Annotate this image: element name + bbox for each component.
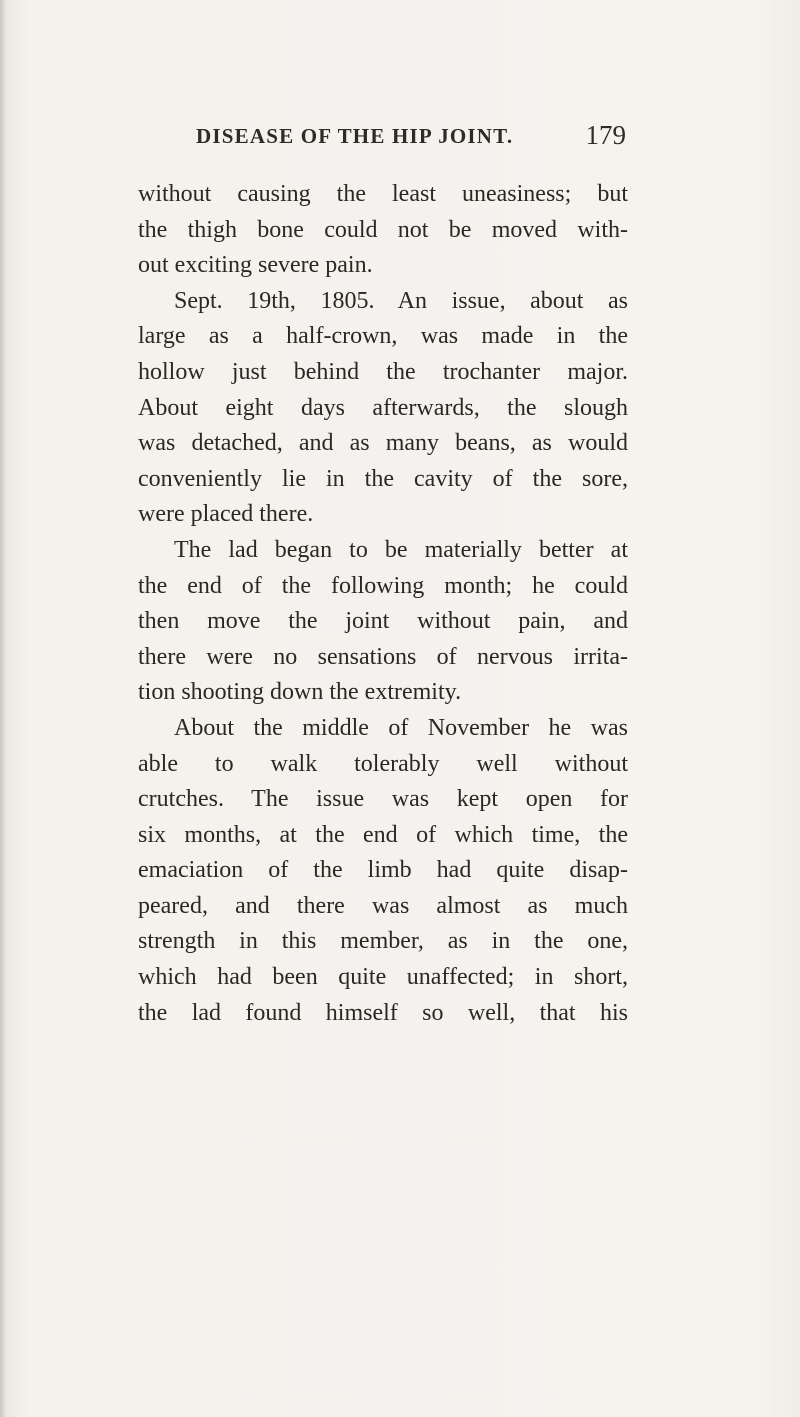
text-line: hollow just behind the trochanter major.: [138, 358, 628, 385]
text-line: About the middle of November he was: [174, 714, 628, 741]
page-number: 179: [585, 120, 626, 150]
text-line: then move the joint without pain, and: [138, 608, 628, 635]
text-line: the lad found himself so well, that his: [138, 999, 628, 1026]
text-line: without causing the least uneasiness; but: [138, 181, 628, 207]
text-line: there were no sensations of nervous irrita-: [138, 643, 628, 670]
text-line: The lad began to be materially better at: [174, 536, 628, 563]
running-head: DISEASE OF THE HIP JOINT.: [196, 124, 514, 148]
page-header: [196, 120, 626, 160]
text-line: strength in this member, as in the one,: [138, 928, 628, 955]
text-line: tion shooting down the extremity.: [138, 679, 462, 706]
text-line: emaciation of the limb had quite disap-: [138, 857, 628, 884]
text-line: which had been quite unaffected; in short,: [138, 964, 628, 991]
text-line: the end of the following month; he could: [138, 572, 628, 599]
text-line: conveniently lie in the cavity of the sore,: [138, 465, 628, 492]
body-text: [138, 177, 628, 1031]
text-line: out exciting severe pain.: [138, 252, 373, 279]
text-line: was detached, and as many beans, as would: [138, 430, 628, 457]
text-line: the thigh bone could not be moved with-: [138, 216, 628, 243]
text-line: six months, at the end of which time, the: [138, 821, 628, 848]
text-line: About eight days afterwards, the slough: [138, 394, 628, 421]
text-line: large as a half-crown, was made in the: [138, 323, 628, 350]
text-line: crutches. The issue was kept open for: [138, 786, 628, 813]
text-line: Sept. 19th, 1805. An issue, about as: [174, 287, 628, 314]
text-line: peared, and there was almost as much: [138, 892, 628, 919]
text-line: were placed there.: [138, 501, 314, 528]
text-line: able to walk tolerably well without: [138, 750, 628, 777]
page-edge-shadow: [0, 0, 6, 1417]
